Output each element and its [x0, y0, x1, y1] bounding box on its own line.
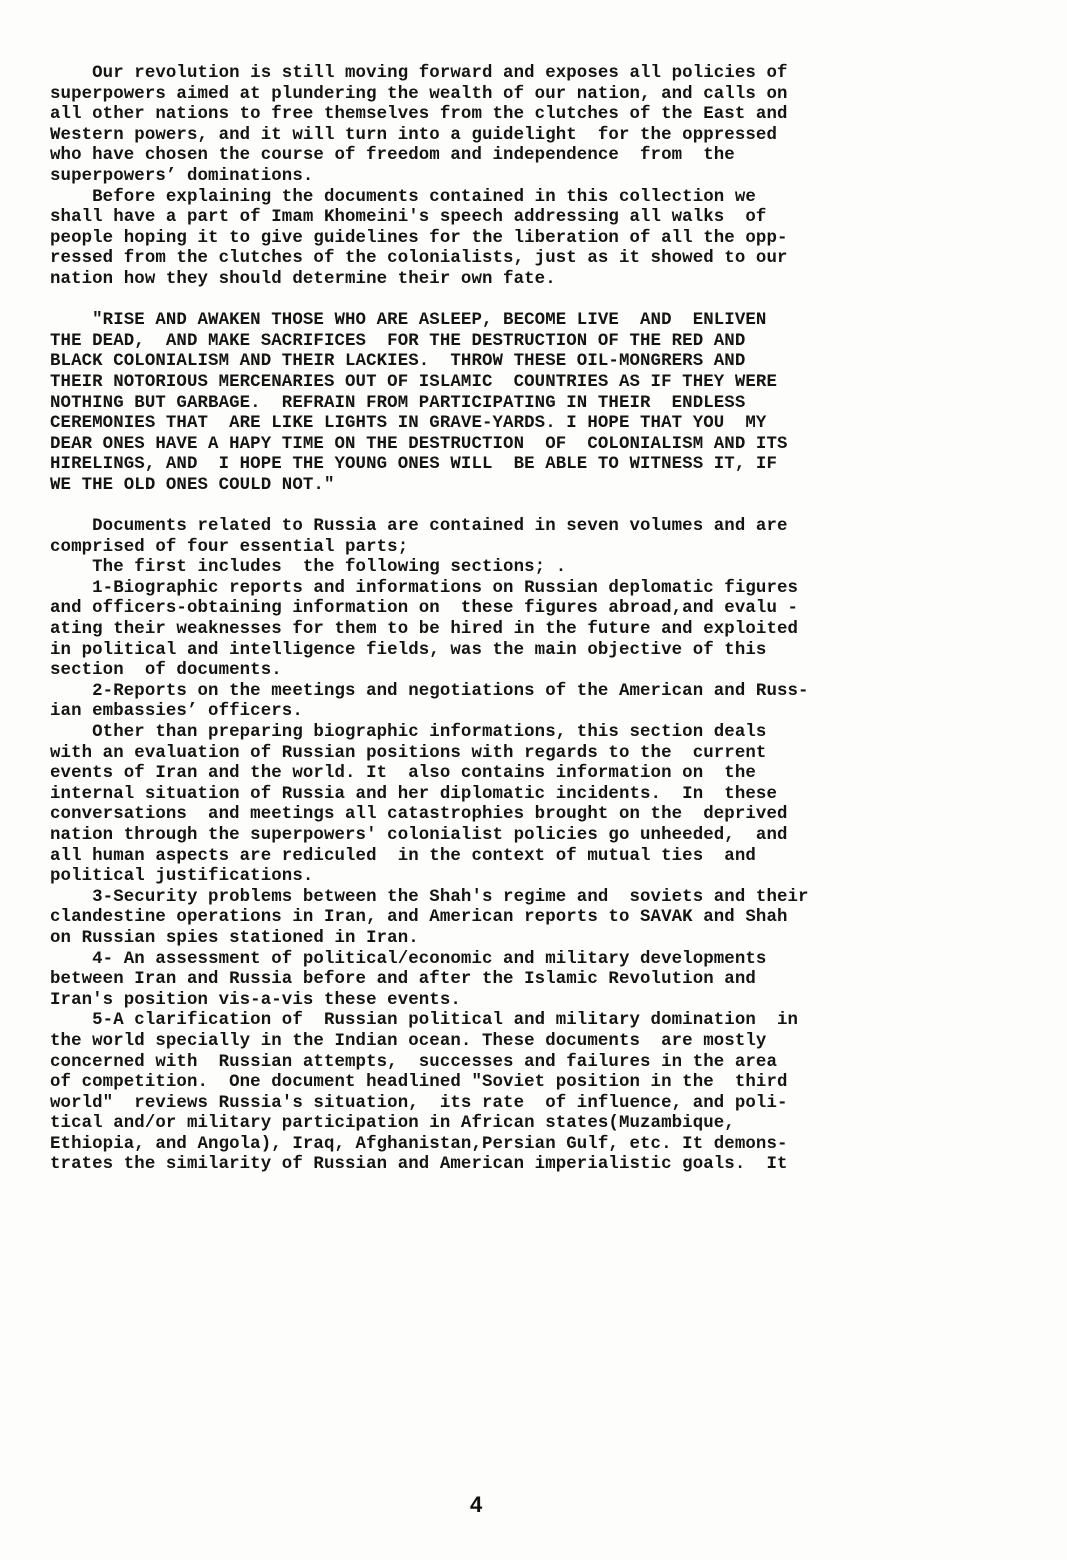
- text-line: world" reviews Russia's situation, its rate of influence, and poli-: [50, 1093, 788, 1113]
- text-line: in political and intelligence fields, was the main objective of this: [50, 640, 767, 660]
- text-line: all human aspects are rediculed in the context of mutual ties and: [50, 846, 756, 866]
- text-line: Western powers, and it will turn into a guidelight for the oppressed: [50, 125, 777, 145]
- text-line: of competition. One document headlined "Soviet position in the third: [50, 1073, 788, 1093]
- text-line: ressed from the clutches of the colonialists, just as it showed to our: [50, 249, 788, 269]
- text-line: 3-Security problems between the Shah's regime and soviets and their: [50, 887, 809, 907]
- text-line: people hoping it to give guidelines for the liberation of all the opp-: [50, 228, 788, 248]
- text-line: DEAR ONES HAVE A HAPY TIME ON THE DESTRUCTION OF COLONIALISM AND ITS: [50, 434, 788, 454]
- text-line: 1-Biographic reports and informations on Russian deplomatic figures: [50, 578, 799, 598]
- paragraph-quote: [50, 311, 930, 496]
- text-line: all other nations to free themselves from the clutches of the East and: [50, 105, 788, 125]
- text-line: superpowers aimed at plundering the wealth of our nation, and calls on: [50, 84, 788, 104]
- paragraph-gap: [50, 291, 930, 312]
- document-body: [50, 64, 930, 1176]
- text-line: who have chosen the course of freedom and independence from the: [50, 146, 735, 166]
- text-line: THE DEAD, AND MAKE SACRIFICES FOR THE DESTRUCTION OF THE RED AND: [50, 331, 746, 351]
- text-line: ating their weaknesses for them to be hired in the future and exploited: [50, 620, 799, 640]
- text-line: NOTHING BUT GARBAGE. REFRAIN FROM PARTICIPATING IN THEIR ENDLESS: [50, 393, 746, 413]
- text-line: with an evaluation of Russian positions with regards to the current: [50, 743, 767, 763]
- text-line: 2-Reports on the meetings and negotiations of the American and Russ-: [50, 681, 809, 701]
- text-line: The first includes the following sections; .: [50, 558, 567, 578]
- text-line: 4- An assessment of political/economic and military developments: [50, 949, 767, 969]
- text-line: nation how they should determine their own fate.: [50, 269, 556, 289]
- text-line: comprised of four essential parts;: [50, 537, 409, 557]
- text-line: superpowers’ dominations.: [50, 166, 314, 186]
- text-line: THEIR NOTORIOUS MERCENARIES OUT OF ISLAMIC COUNTRIES AS IF THEY WERE: [50, 372, 777, 392]
- paragraph-intro: [50, 64, 930, 291]
- text-line: political justifications.: [50, 867, 314, 887]
- text-line: Ethiopia, and Angola), Iraq, Afghanistan,Persian Gulf, etc. It demons-: [50, 1134, 788, 1154]
- text-line: clandestine operations in Iran, and American reports to SAVAK and Shah: [50, 908, 788, 928]
- text-line: tical and/or military participation in African states(Muzambique,: [50, 1114, 735, 1134]
- text-line: 5-A clarification of Russian political and military domination in: [50, 1011, 799, 1031]
- text-line: conversations and meetings all catastrophies brought on the deprived: [50, 805, 788, 825]
- text-line: Other than preparing biographic informations, this section deals: [50, 723, 767, 742]
- text-line: internal situation of Russia and her diplomatic incidents. In these: [50, 784, 777, 804]
- text-line: between Iran and Russia before and after the Islamic Revolution and: [50, 970, 756, 990]
- text-line: trates the similarity of Russian and American imperialistic goals. It: [50, 1155, 788, 1175]
- text-line: HIRELINGS, AND I HOPE THE YOUNG ONES WILL BE ABLE TO WITNESS IT, IF: [50, 455, 777, 475]
- page-number: 4: [470, 1492, 483, 1517]
- text-line: "RISE AND AWAKEN THOSE WHO ARE ASLEEP, BECOME LIVE AND ENLIVEN: [50, 311, 767, 331]
- text-line: Our revolution is still moving forward and exposes all policies of: [50, 64, 788, 83]
- text-line: Iran's position vis-a-vis these events.: [50, 990, 461, 1010]
- text-line: nation through the superpowers' colonialist policies go unheeded, and: [50, 825, 788, 845]
- text-line: CEREMONIES THAT ARE LIKE LIGHTS IN GRAVE-YARDS. I HOPE THAT YOU MY: [50, 414, 767, 434]
- text-line: ian embassies’ officers.: [50, 702, 303, 722]
- text-line: concerned with Russian attempts, successes and failures in the area: [50, 1052, 777, 1072]
- text-line: Before explaining the documents contained in this collection we: [50, 187, 756, 207]
- paragraph-gap: [50, 496, 930, 517]
- text-line: BLACK COLONIALISM AND THEIR LACKIES. THROW THESE OIL-MONGRERS AND: [50, 352, 746, 372]
- text-line: the world specially in the Indian ocean. These documents are mostly: [50, 1031, 767, 1051]
- paragraph-documents: [50, 517, 930, 1176]
- text-line: section of documents.: [50, 661, 282, 681]
- text-line: shall have a part of Imam Khomeini's speech addressing all walks of: [50, 208, 767, 228]
- text-line: events of Iran and the world. It also contains information on the: [50, 764, 756, 784]
- text-line: Documents related to Russia are contained in seven volumes and are: [50, 517, 788, 537]
- text-line: WE THE OLD ONES COULD NOT.": [50, 475, 335, 495]
- text-line: and officers-obtaining information on these figures abroad,and evalu -: [50, 599, 799, 619]
- text-line: on Russian spies stationed in Iran.: [50, 928, 419, 948]
